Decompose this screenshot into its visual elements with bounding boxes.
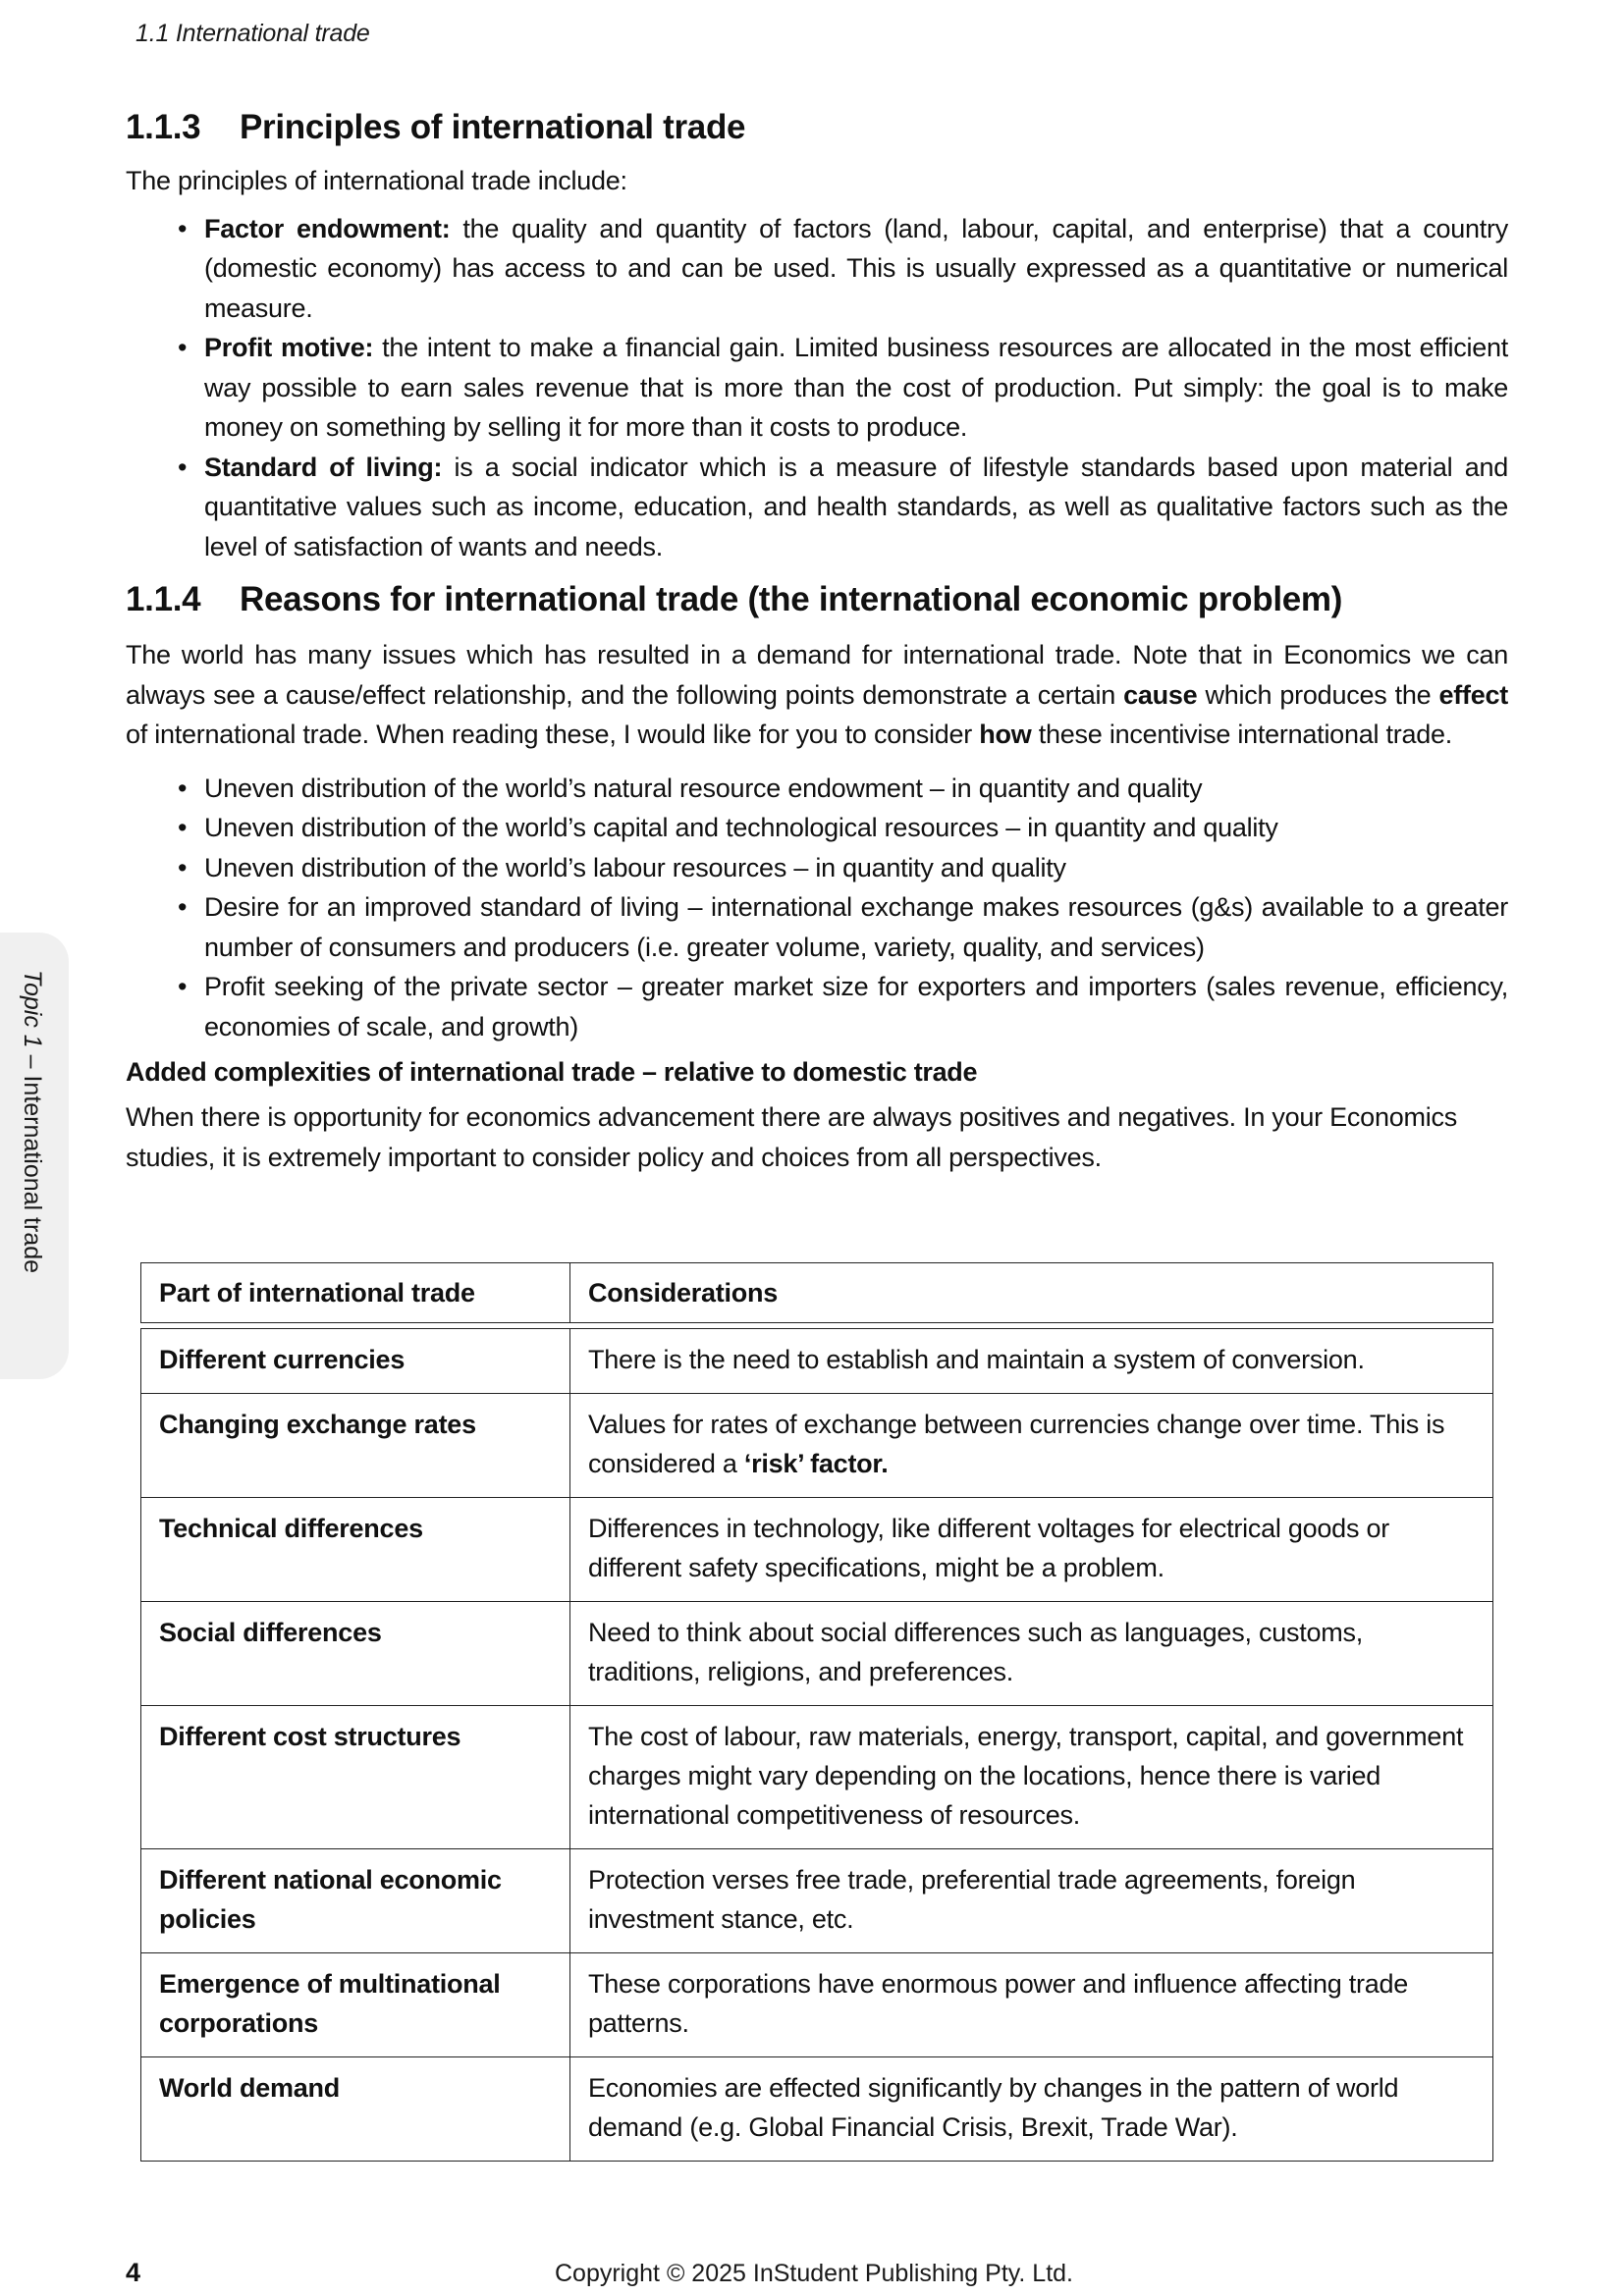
bullet-icon: • — [178, 452, 188, 482]
page-content — [126, 98, 1508, 1177]
reasons-paragraph — [126, 635, 1508, 755]
list-item-term: Profit motive: — [204, 333, 374, 362]
list-item-text: Desire for an improved standard of living – international exchange makes resources (g&s) available to a greater number of consumers and producers (i.e. greater volume, variety, quality, and services) — [204, 892, 1508, 962]
table-cell-part: Social differences — [141, 1602, 570, 1706]
list-item — [178, 808, 1508, 848]
table-cell-consideration: Differences in technology, like different voltages for electrical goods or different safety specifications, might be a problem. — [570, 1498, 1493, 1602]
running-header: 1.1 International trade — [135, 20, 370, 47]
paragraph-text: these incentivise international trade. — [1031, 720, 1453, 749]
bullet-icon: • — [178, 972, 188, 1001]
paragraph-text: of international trade. When reading these, I would like for you to consider — [126, 720, 980, 749]
table-row — [141, 1953, 1493, 2057]
principles-list — [126, 209, 1508, 567]
bullet-icon: • — [178, 213, 188, 243]
section-heading-1-1-3 — [126, 98, 1508, 157]
list-item-term: Factor endowment: — [204, 213, 451, 243]
list-item-text: the intent to make a financial gain. Limited business resources are allocated in the most efficient way possible to earn sales revenue that is more than the cost of production. Put simply: the goal is to make money on something by selling it for more than it costs to produce. — [204, 333, 1508, 442]
list-item — [178, 448, 1508, 567]
side-tab-label — [18, 970, 46, 1273]
table-cell-part: Technical differences — [141, 1498, 570, 1602]
list-item — [178, 769, 1508, 809]
bullet-icon: • — [178, 773, 188, 803]
emphasis-effect: effect — [1438, 679, 1509, 710]
reasons-list — [126, 769, 1508, 1047]
table-row — [141, 1602, 1493, 1706]
emphasis-cause: cause — [1123, 679, 1198, 710]
table-cell-part: Different national economic policies — [141, 1849, 570, 1953]
list-item — [178, 209, 1509, 329]
table-row — [141, 1394, 1493, 1498]
bullet-icon: • — [178, 813, 188, 842]
complexities-table — [140, 1262, 1493, 2162]
list-item — [178, 848, 1508, 888]
section-number: 1.1.4 — [126, 580, 201, 618]
list-item — [178, 967, 1508, 1046]
table-cell-consideration: There is the need to establish and maintain a system of conversion. — [570, 1329, 1493, 1394]
table-cell-consideration: These corporations have enormous power and influence affecting trade patterns. — [570, 1953, 1493, 2057]
list-item-text: Uneven distribution of the world’s natural resource endowment – in quantity and quality — [204, 773, 1203, 803]
list-item-text: Uneven distribution of the world’s labour resources – in quantity and quality — [204, 852, 1066, 882]
consideration-emphasis: ‘risk’ factor. — [743, 1449, 889, 1478]
complexities-paragraph: When there is opportunity for economics advancement there are always positives and negatives. In your Economics studies, it is extremely important to consider policy and choices from all perspectives. — [126, 1102, 1457, 1172]
consideration-text: Values for rates of exchange between currencies change over time. This is considered a — [588, 1410, 1445, 1478]
side-tab-topic: Topic 1 — [19, 970, 46, 1048]
table-row — [141, 1706, 1493, 1849]
paragraph-text: The world has many issues which has resulted in a demand for international trade. Note that in Economics we can always see a cause/effect relationship, and the following points demonstrate a certain — [126, 640, 1508, 710]
table-row — [141, 1849, 1493, 1953]
table-row — [141, 1329, 1493, 1394]
bullet-icon: • — [178, 333, 188, 362]
table-cell-part: Changing exchange rates — [141, 1394, 570, 1498]
section-heading-1-1-4 — [126, 570, 1508, 629]
side-tab-title: International trade — [19, 1075, 46, 1274]
side-tab-separator: – — [19, 1047, 46, 1076]
topic-side-tab — [0, 933, 69, 1379]
table-header-row — [141, 1263, 1493, 1323]
complexities-subheading: Added complexities of international trade – relative to domestic trade — [126, 1057, 978, 1087]
emphasis-how: how — [979, 720, 1032, 749]
list-item-term: Standard of living: — [204, 452, 443, 482]
list-item — [178, 887, 1508, 967]
table-cell-part: Different cost structures — [141, 1706, 570, 1849]
table-cell-part: Different currencies — [141, 1329, 570, 1394]
list-item-text: Profit seeking of the private sector – greater market size for exporters and importers (sales revenue, efficiency, economies of scale, and growth) — [204, 972, 1508, 1041]
principles-intro: The principles of international trade include: — [126, 166, 627, 195]
list-item-text: is a social indicator which is a measure of lifestyle standards based upon material and quantitative values such as income, education, and health standards, as well as qualitative factors such as the level of satisfaction of wants and needs. — [204, 452, 1508, 561]
column-header-considerations: Considerations — [570, 1263, 1493, 1323]
bullet-icon: • — [178, 892, 188, 922]
bullet-icon: • — [178, 852, 188, 882]
column-header-part: Part of international trade — [141, 1263, 570, 1323]
section-title: Reasons for international trade (the international economic problem) — [240, 580, 1343, 618]
table-cell-consideration: Economies are effected significantly by changes in the pattern of world demand (e.g. Global Financial Crisis, Brexit, Trade War). — [570, 2057, 1493, 2162]
table-cell-consideration: Protection verses free trade, preferential trade agreements, foreign investment stance, etc. — [570, 1849, 1493, 1953]
copyright-notice: Copyright © 2025 InStudent Publishing Pty. Ltd. — [555, 2260, 1074, 2287]
paragraph-text: which produces the — [1197, 679, 1439, 710]
complexities-table-wrapper — [140, 1262, 1493, 2162]
section-number: 1.1.3 — [126, 108, 201, 146]
table-cell-part: Emergence of multinational corporations — [141, 1953, 570, 2057]
page-number: 4 — [126, 2258, 141, 2287]
list-item-text: Uneven distribution of the world’s capital and technological resources – in quantity and quality — [204, 813, 1278, 842]
section-title: Principles of international trade — [240, 108, 746, 146]
table-cell-consideration: Need to think about social differences such as languages, customs, traditions, religions, and preferences. — [570, 1602, 1493, 1706]
table-cell-consideration — [570, 1394, 1493, 1498]
list-item-text: the quality and quantity of factors (land, labour, capital, and enterprise) that a country (domestic economy) has access to and can be used. This is usually expressed as a quantitative or numerical measure. — [204, 213, 1509, 323]
table-cell-consideration: The cost of labour, raw materials, energy, transport, capital, and government charges might vary depending on the locations, hence there is varied international competitiveness of resources. — [570, 1706, 1493, 1849]
list-item — [178, 328, 1508, 448]
table-row — [141, 2057, 1493, 2162]
table-row — [141, 1498, 1493, 1602]
table-cell-part: World demand — [141, 2057, 570, 2162]
